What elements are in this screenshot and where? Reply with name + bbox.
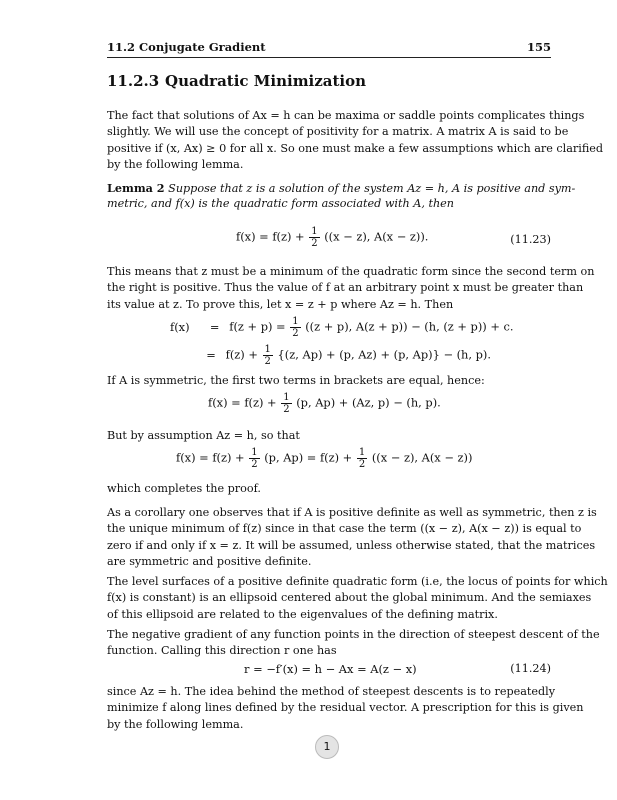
equation-number-11-24: (11.24) — [510, 662, 551, 675]
frac-den: 2 — [358, 459, 366, 470]
eq-sign: = — [206, 347, 216, 362]
eq-term: ((z + p), A(z + p)) − (h, (z + p)) + c. — [305, 319, 514, 334]
frac-den: 2 — [292, 328, 299, 339]
page-badge: 1 — [315, 735, 339, 759]
text-line: by the following lemma. — [107, 717, 244, 731]
equation-11-24: r = −f′(x) = h − Ax = A(z − x) — [244, 662, 417, 676]
paragraph-3 — [107, 373, 551, 389]
text-line: the unique minimum of f(z) since in that case the term ((x − z), A(x − z)) is equal to — [107, 522, 582, 536]
text-line: slightly. We will use the concept of positivity for a matrix. A matrix A is said to be — [107, 125, 569, 139]
paragraph-1 — [107, 108, 604, 173]
equation-11-23 — [236, 226, 428, 249]
frac-num: 1 — [292, 316, 299, 327]
frac-num: 1 — [358, 447, 366, 458]
fraction — [357, 447, 367, 470]
text-line: minimize f along lines defined by the residual vector. A prescription for this is given — [107, 701, 584, 715]
frac-den: 2 — [311, 238, 318, 249]
eq-rhs: (p, Ap) + (Az, p) − (h, p). — [296, 395, 441, 410]
lemma-label: Lemma 2 — [107, 181, 165, 195]
eq-term: {(z, Ap) + (p, Az) + (p, Ap)} − (h, p). — [277, 347, 491, 362]
header-page-number: 155 — [526, 40, 551, 54]
text-line: positive if (x, Ax) ≥ 0 for all x. So one must make a few assumptions which are clarified — [107, 141, 604, 155]
paragraph-8 — [107, 627, 600, 660]
fraction — [281, 392, 291, 415]
text-line: f(x) is constant) is an ellipsoid centered about the global minimum. And the semiaxes — [107, 591, 592, 605]
fraction — [309, 226, 319, 249]
frac-num: 1 — [311, 226, 318, 237]
lemma-line — [107, 180, 576, 196]
eq-lhs: f(x) — [170, 319, 190, 334]
section-heading — [107, 72, 366, 90]
text-line: the right is positive. Thus the value of f at an arbitrary point x must be greater than — [107, 281, 584, 295]
eq-lhs: f(x) = f(z) + — [208, 395, 277, 410]
equation-expansion-line-1 — [170, 316, 514, 339]
text-line: The level surfaces of a positive definite quadratic form (i.e, the locus of points for which — [107, 575, 608, 588]
text-line: function. Calling this direction r one has — [107, 644, 337, 658]
text-line: zero if and only if x = z. It will be assumed, unless otherwise stated, that the matrices — [107, 538, 596, 552]
text-line: The negative gradient of any function points in the direction of steepest descent of the — [107, 628, 600, 641]
eq-sign: = — [209, 319, 220, 334]
paragraph-6 — [107, 505, 597, 570]
text-line: As a corollary one observes that if A is positive definite as well as symmetric, then z is — [107, 506, 597, 519]
equation-expansion-line-2 — [200, 344, 491, 367]
paragraph-2 — [107, 264, 595, 313]
paragraph-4 — [107, 428, 551, 444]
frac-den: 2 — [283, 404, 290, 415]
paragraph-7 — [107, 574, 608, 623]
lemma-line: metric, and f(x) is the quadratic form associated with A, then — [107, 197, 454, 211]
fraction — [290, 316, 300, 339]
text-line: If A is symmetric, the first two terms in brackets are equal, hence: — [107, 374, 485, 387]
frac-den: 2 — [264, 356, 271, 367]
frac-num: 1 — [283, 392, 290, 403]
fraction — [249, 447, 259, 470]
equation-by-assumption — [176, 447, 472, 470]
header-chapter-title: 11.2 Conjugate Gradient — [107, 40, 266, 54]
frac-num: 1 — [251, 447, 258, 458]
eq-term: f(z) + — [225, 347, 258, 362]
eq-term: f(x) = f(z) + — [176, 450, 245, 465]
section-number: 11.2.3 — [107, 72, 160, 90]
paragraph-5 — [107, 481, 551, 497]
eq-term: f(z + p) = — [229, 319, 286, 334]
equation-number-11-23: (11.23) — [510, 233, 551, 246]
text-line: which completes the proof. — [107, 482, 261, 495]
lemma-text: Suppose that z is a solution of the system Az = h, A is positive and sym- — [168, 182, 576, 195]
running-header — [107, 40, 551, 56]
text-line: are symmetric and positive definite. — [107, 554, 312, 568]
eq-term: ((x − z), A(x − z)) — [371, 450, 473, 465]
header-rule — [107, 57, 551, 58]
text-line: The fact that solutions of Ax = h can be maxima or saddle points complicates things — [107, 109, 585, 122]
equation-symmetric — [208, 392, 441, 415]
text-line: its value at z. To prove this, let x = z + p where Az = h. Then — [107, 297, 454, 311]
paragraph-9 — [107, 684, 584, 733]
text-line: But by assumption Az = h, so that — [107, 429, 300, 442]
eq-term: (p, Ap) = f(z) + — [264, 450, 353, 465]
text-line: by the following lemma. — [107, 157, 244, 171]
text-line: since Az = h. The idea behind the method of steepest descents is to repeatedly — [107, 685, 556, 698]
frac-num: 1 — [264, 344, 271, 355]
text-line: This means that z must be a minimum of the quadratic form since the second term on — [107, 265, 595, 278]
text-line: of this ellipsoid are related to the eigenvalues of the defining matrix. — [107, 607, 498, 621]
section-title: Quadratic Minimization — [165, 72, 367, 90]
eq-lhs: f(x) = f(z) + — [236, 229, 305, 244]
frac-den: 2 — [251, 459, 258, 470]
fraction — [263, 344, 273, 367]
eq-rhs: ((x − z), A(x − z)). — [324, 229, 429, 244]
lemma-2 — [107, 180, 576, 213]
